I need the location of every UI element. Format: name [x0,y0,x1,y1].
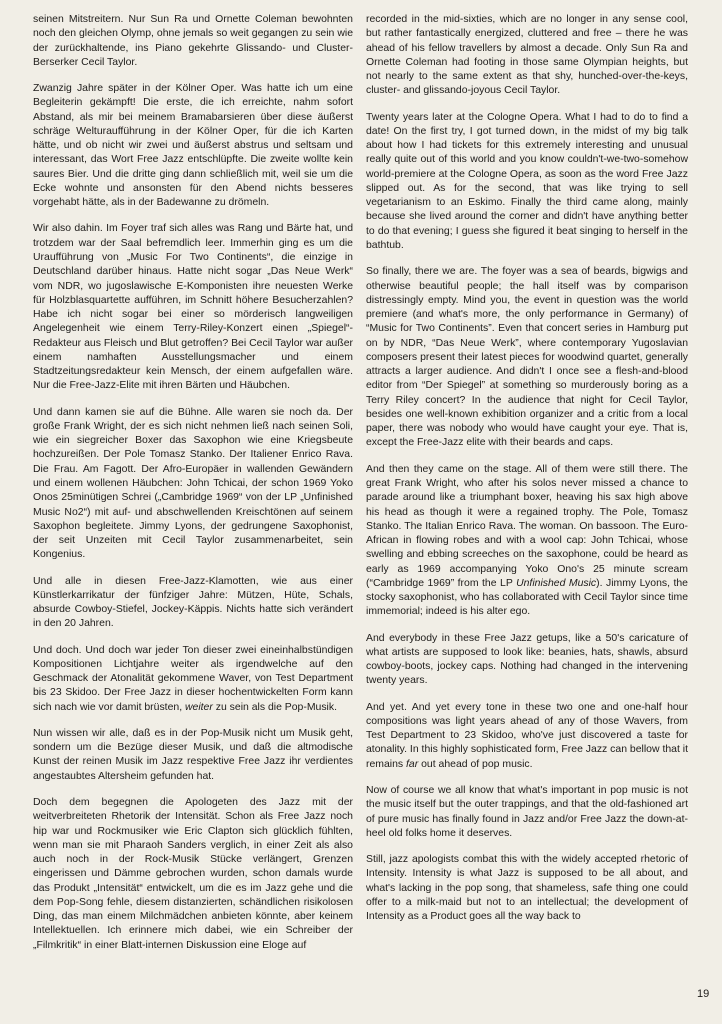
paragraph-text: Und alle in diesen Free-Jazz-Klamotten, wie aus einer Künstlerkarrikatur der fünfziger Jahre: Mützen, Hüte, Schals, absurde Cowboy-Stiefel, Jockey-Käppis. Nichts hatte sich verändert in den 20 Jahren. [33,575,353,630]
paragraph-text: So finally, there we are. The foyer was a sea of beards, bigwigs and otherwise beautiful people; the hall itself was by comparison distressingly empty. Mind you, the event in question was the world premiere (and what's more, the only performance in Germany) of “Music for Two Continents”. Even that concert series in Hamburg put on by NDR, “Das Neue Werk”, where contemporary Yugoslavian composers present their latest pieces for woodwind quartet, generally attracts a larger audience. And didn't I once see a flesh-and-blood editor from “Der Spiegel” at something so murderously boring as a Terry Riley concert? In the audience that night for Cecil Taylor, besides one well-known exhibition organizer and a critic from a local paper, there was nobody who would have caught your eye. That is, except the Free-Jazz elite with their beards and caps. [366,266,688,449]
paragraph-text: out ahead of pop music. [418,758,533,770]
italic-text: weiter [185,701,213,713]
german-column [33,13,353,953]
paragraph-text: Twenty years later at the Cologne Opera. What I had to do to find a date! On the first try, I got turned down, in the midst of my big talk about how I had tickets for this extremely interesting and unusual really quite out of this world and you know couldn't-we-two-somehow world-premiere at the Cologne Opera, as soon as the word Free Jazz slipped out. As for the second, that was like trying to sell vegetarianism to an Eskimo. Finally the third came along, mainly because she lived around the corner and didn't have anything better to do that evening; I guess she figured it beat singing to herself in the bathtub. [366,111,688,251]
german-paragraph [33,13,353,70]
german-paragraph [33,406,353,563]
german-paragraph [33,727,353,784]
german-paragraph [33,644,353,715]
paragraph-text: Now of course we all know that what's important in pop music is not the music itself but the outer trappings, and that the old-fashioned art of pure music has finally found in Jazz and/or Free Jazz the down-at-heel old folks home it deserves. [366,785,688,839]
paragraph-text: recorded in the mid-sixties, which are no longer in any sense cool, but rather fantastically energized, cluttered and free – there he was ahead of his fellow travellers by almost a decade. Only Sun Ra and Ornette Coleman had footing in those same Olympian heights, but not nearly to the same extent as that shy, hunched-over-the-keys, cluster- and glissando-joyous Cecil Taylor. [366,14,688,97]
german-paragraph [33,222,353,393]
english-paragraph [366,853,688,924]
paragraph-text: Still, jazz apologists combat this with the widely accepted rhetoric of Intensity. Intensity is what Jazz is supposed to be all about, and what's lacking in the pop song, that shameless, safe thing one could offer to a milk-maid but not to an intellectual; the development of Intensity as a Product goes all the way back to [366,854,688,923]
english-paragraph [366,111,688,254]
english-paragraph [366,784,688,841]
english-paragraph [366,13,688,99]
german-paragraph [33,575,353,632]
paragraph-text: Und dann kamen sie auf die Bühne. Alle waren sie noch da. Der große Frank Wright, der es sich nicht nehmen ließ nach seinen Soli, wie ein siegreicher Boxer das Saxophon wie eine Kriegsbeute hochzureißen. Der Pole Tomasz Stanko. Der Italiener Enrico Rava. Die Frau. Am Fagott. Der Afro-Europäer in wallenden Gewändern und einem wollenen Häubchen: John Tchicai, der schon 1969 Yoko Onos 25minütigen Schrei („Cambridge 1969“ von der LP „Unfinished Music No2“) mit auf- und abschwellenden Kreischtönen auf seinem Saxophon begleitete. Jimmy Lyons, der gedrungene Saxophonist, der seit Unzeiten mit Cecil Taylor zusammenarbeitet, sein Kongenius. [33,406,353,561]
paragraph-text: Wir also dahin. Im Foyer traf sich alles was Rang und Bärte hat, und trotzdem war der Saal befremdlich leer. Immerhin ging es um die Uraufführung von „Music For Two Continents“, die einzige in Deutschland darüber hinaus. Hatte nicht sogar „Das Neue Werk“ vom NDR, wo jugoslawische E-Komponisten ihre neuesten Werke für Holzblasquartette aufführen, im Schnitt höhere Besucherzahlen? Habe ich nicht sogar bei einer so mörderisch langweiligen Angelegenheit wie einem Terry-Riley-Konzert einen „Spiegel“-Redakteur aus Fleisch und Blut getroffen? Bei Cecil Taylor war außer einem namhaften Ausstellungsmacher und einem Stadtzeitungsredakteur kein Mensch, der einem aufgefallen wäre. Nur die Free-Jazz-Elite mit ihren Bärten und Häubchen. [33,223,353,392]
german-paragraph [33,796,353,953]
english-paragraph [366,701,688,772]
german-paragraph [33,82,353,210]
paragraph-text: And then they came on the stage. All of them were still there. The great Frank Wright, who after his solos never missed a chance to parade around like a triumphant boxer, heaving his sax high above his head as though it were a regained trophy. The Pole, Tomasz Stanko. The Italian Enrico Rava. The woman. On bassoon. The Euro-African in flowing robes and with a wool cap: John Tchicai, whose swelling and ebbing screeches on the saxophone, could be heard as early as 1969 accompanying Yoko Ono's 25 minute scream (“Cambridge 1969” from the LP [366,463,688,589]
paragraph-text: Und doch. Und doch war jeder Ton dieser zwei eineinhalbstündigen Kompositionen Lichtjahre weiter als irgendwelche auf den Geschmack der Atonalität gekommene Waver, von Test Department bis 23 Skidoo. Der Free Jazz in dieser hochentwickelten Form kann sich nach wie vor damit brüsten, [33,644,353,713]
english-paragraph [366,265,688,450]
paragraph-text: ). Jimmy Lyons, the stocky saxophonist, who has collaborated with Cecil Taylor since time immemorial; indeed is his alter ego. [366,577,688,618]
english-column [366,13,688,924]
paragraph-text: Doch dem begegnen die Apologeten des Jazz mit der weitverbreiteten Rhetorik der Intensität. Schon als Free Jazz noch hip war und Rockmusiker wie Eric Clapton sich glücklich fühlten, wenn man sie mit Pharaoh Sanders verglich, in einer Zeit als also auch noch in der Rock-Musik Stücke verlängert, Grenzen eingerissen und Dämme gebrochen wurden, schon damals wurde das Produkt „Intensität“ entwickelt, um die es im Jazz gehe und die dem Pop-Song fehle, diesem distanzierten, schändlichen risikolosen Ding, das man einem Milchmädchen anbieten könnte, aber keinem Intellektuellen. Ich erinnere mich dabei, wie ein Schreiber der „Filmkritik“ in einer Blatt-internen Diskussion eine Eloge auf [33,797,353,951]
paragraph-text: Zwanzig Jahre später in der Kölner Oper. Was hatte ich um eine Begleiterin gekämpft! Die erste, die ich erreichte, nahm sofort Abstand, als mir bei meinem Bramabarsieren über diese äußerst schräge Welturaufführung in der Kölner Oper, für die ich Karten hätte, und ob nicht wir zwei und äußerst abstrus und seltsam und interessant, das Wort Free Jazz entschlüpfte. Die zweite wollte kein saures Bier. Und die dritte ging dann schließlich mit, weil sie um die Ecke wohnte und ansonsten für den Abend nichts besseres vorgehabt hätte, als in der Badewanne zu drömeln. [33,83,353,209]
english-paragraph [366,632,688,689]
paragraph-text: And everybody in these Free Jazz getups, like a 50's caricature of what artists are supposed to look like: beanies, hats, shawls, absurd cowboy-boots, jockey caps. Nothing had changed in the intervening twenty years. [366,632,688,687]
page-number: 19 [697,988,710,1000]
paragraph-text: And yet. And yet every tone in these two one and one-half hour compositions was light years ahead of any of those Wavers, from Test Department to 23 Skidoo, who've just discovered a taste for atonality. In this highly sophisticated form, Free Jazz can bellow that it remains [366,701,688,770]
paragraph-text: Nun wissen wir alle, daß es in der Pop-Musik nicht um Musik geht, sondern um die Bezüge dieser Musik, und daß die altmodische Kunst der reinen Musik im Jazz respektive Free Jazz ihr verdientes angestaubtes Altersheim gefunden hat. [33,727,353,782]
paragraph-text: zu sein als die Pop-Musik. [212,701,337,713]
italic-text: far [406,758,419,770]
english-paragraph [366,463,688,620]
italic-text: Unfinished Music [516,577,597,589]
paragraph-text: seinen Mitstreitern. Nur Sun Ra und Ornette Coleman bewohnten noch den gleichen Olymp, ohne jemals so weit gegangen zu sein wie der zurückhaltende, ins Piano gekehrte Glissando- und Cluster-Berserker Cecil Taylor. [33,14,353,68]
